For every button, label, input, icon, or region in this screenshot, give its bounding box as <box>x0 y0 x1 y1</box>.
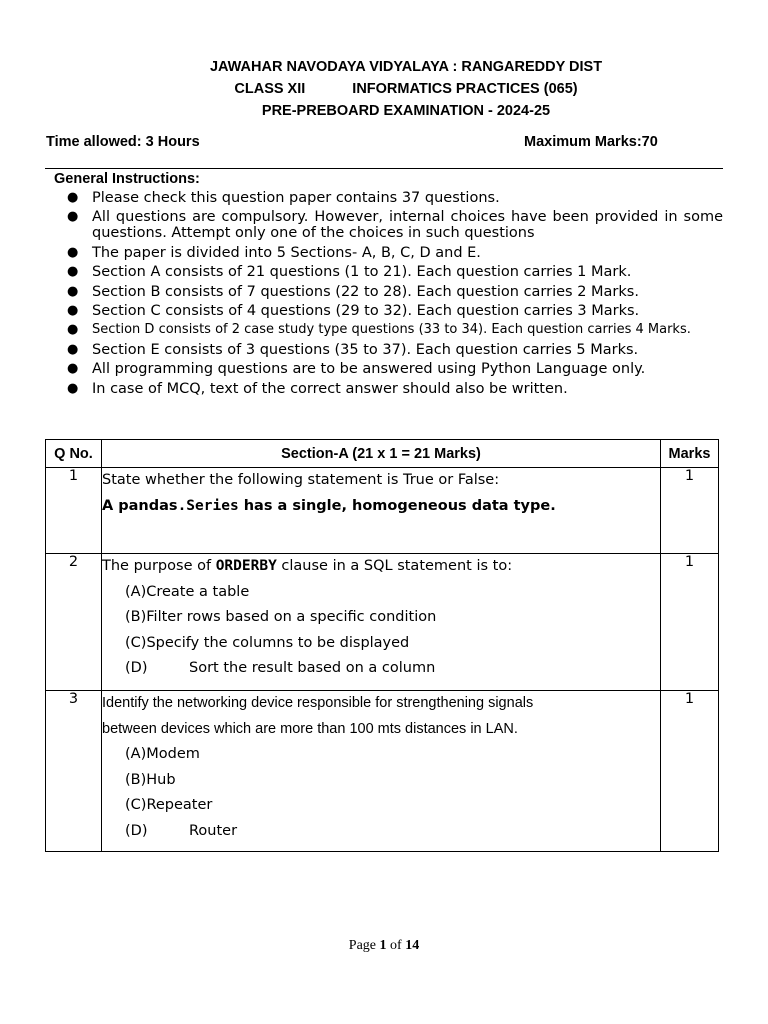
class-label: CLASS XII <box>234 81 306 97</box>
instruction-item: ● In case of MCQ, text of the correct answer should also be written. <box>67 380 568 397</box>
page-footer: Page 1 of 14 <box>348 938 420 953</box>
page-total: 14 <box>405 938 420 953</box>
bullet-icon: ● <box>67 264 79 280</box>
bullet-icon: ● <box>67 190 79 205</box>
bullet-icon: ● <box>67 302 79 318</box>
question-text <box>102 468 661 554</box>
option-b: (B)Hub <box>125 771 176 788</box>
option-d: (D) Router <box>125 822 238 839</box>
bullet-icon: ● <box>67 322 79 338</box>
option-a: (A)Create a table <box>125 583 250 600</box>
question-text <box>102 691 661 852</box>
instruction-item: ● All questions are compulsory. However, internal choices have been provided in some questions. Attempt only one of the choices in such questions <box>67 209 723 242</box>
instruction-item: ● Section A consists of 21 questions (1 to 21). Each question carries 1 Mark. <box>67 264 632 281</box>
instruction-item: ● Please check this question paper contains 37 questions. <box>67 190 500 206</box>
table-row <box>46 468 719 554</box>
question-marks: 1 <box>661 554 719 691</box>
header-divider <box>45 168 723 169</box>
question-text <box>102 554 661 691</box>
section-header: Section-A (21 x 1 = 21 Marks) <box>102 440 661 468</box>
bullet-icon: ● <box>67 341 79 357</box>
question-number: 1 <box>46 468 102 554</box>
bullet-icon: ● <box>67 209 79 225</box>
maximum-marks: Maximum Marks:70 <box>524 134 658 150</box>
instruction-item: ● Section B consists of 7 questions (22 to 28). Each question carries 2 Marks. <box>67 283 639 300</box>
instruction-item: ● All programming questions are to be answered using Python Language only. <box>67 361 646 378</box>
instruction-item: ● Section E consists of 3 questions (35 to 37). Each question carries 5 Marks. <box>67 341 639 358</box>
subject-label: INFORMATICS PRACTICES (065) <box>352 81 578 97</box>
class-subject-line <box>0 81 768 97</box>
bullet-icon: ● <box>67 361 79 377</box>
question-statement: A pandas.Series has a single, homogeneous data type. <box>102 497 556 514</box>
question-stem-line: between devices which are more than 100 mts distances in LAN. <box>102 720 518 737</box>
marks-header: Marks <box>661 440 719 468</box>
option-c: (C)Specify the columns to be displayed <box>125 634 410 651</box>
qno-header: Q No. <box>46 440 102 468</box>
question-marks: 1 <box>661 691 719 852</box>
question-stem-line: Identify the networking device responsible for strengthening signals <box>102 695 534 711</box>
exam-title: PRE-PREBOARD EXAMINATION - 2024-25 <box>261 103 551 119</box>
instruction-item: ● Section D consists of 2 case study type questions (33 to 34). Each question carries 4 Marks. <box>67 322 691 338</box>
page-number: 1 <box>379 938 387 953</box>
option-c: (C)Repeater <box>125 797 213 813</box>
option-b: (B)Filter rows based on a specific condition <box>125 609 437 625</box>
option-a: (A)Modem <box>125 746 200 762</box>
instruction-item: ● The paper is divided into 5 Sections- A, B, C, D and E. <box>67 244 481 261</box>
time-allowed: Time allowed: 3 Hours <box>46 134 200 150</box>
table-header-row <box>46 440 719 468</box>
bullet-icon: ● <box>67 244 79 260</box>
question-number: 3 <box>46 691 102 852</box>
bullet-icon: ● <box>67 380 79 396</box>
question-stem: The purpose of ORDERBY clause in a SQL statement is to: <box>102 558 513 574</box>
question-marks: 1 <box>661 468 719 554</box>
instruction-item: ● Section C consists of 4 questions (29 to 32). Each question carries 3 Marks. <box>67 302 640 319</box>
question-number: 2 <box>46 554 102 691</box>
questions-table <box>45 439 719 852</box>
question-stem: State whether the following statement is True or False: <box>102 472 500 488</box>
table-row <box>46 554 719 691</box>
option-d: (D) Sort the result based on a column <box>125 660 436 676</box>
instructions-list <box>64 190 723 400</box>
bullet-icon: ● <box>67 283 79 299</box>
table-row <box>46 691 719 852</box>
school-name: JAWAHAR NAVODAYA VIDYALAYA : RANGAREDDY DIST <box>209 59 603 75</box>
instructions-title: General Instructions: <box>54 171 200 187</box>
